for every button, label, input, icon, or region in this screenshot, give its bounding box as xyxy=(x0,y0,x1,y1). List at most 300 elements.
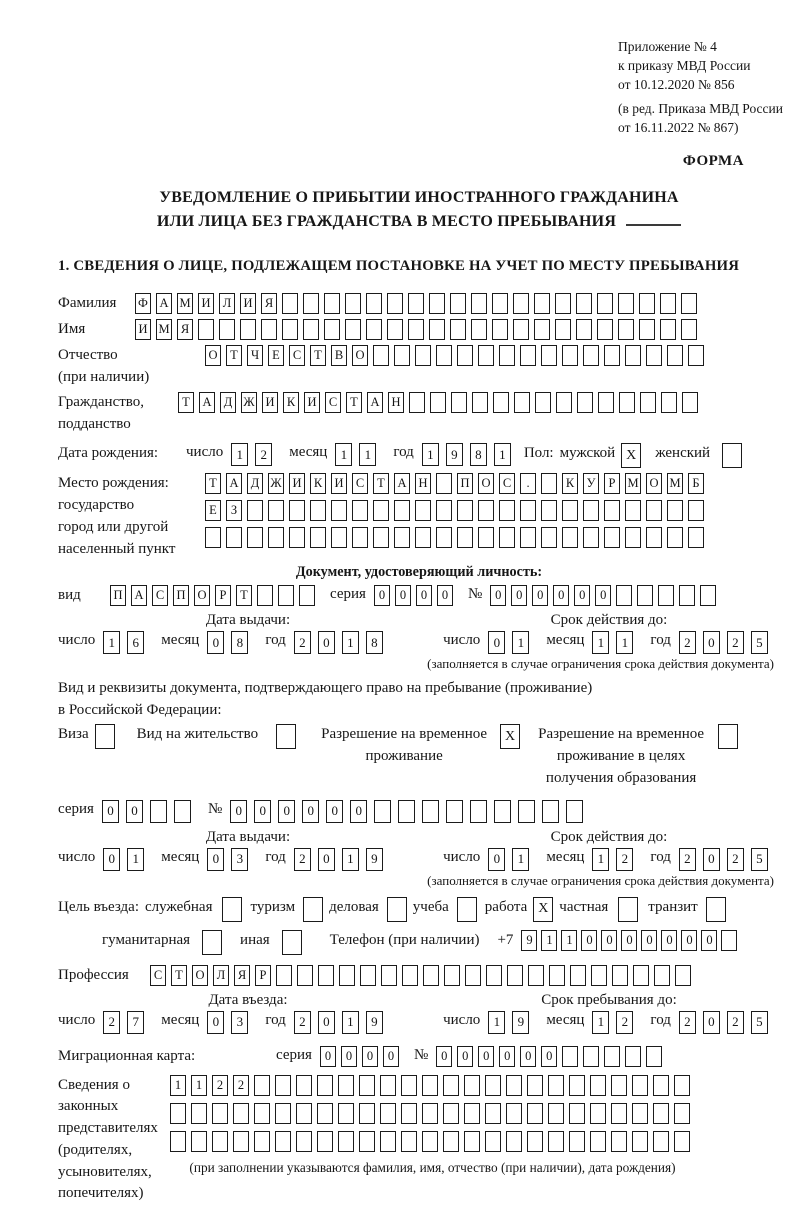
char-cell[interactable] xyxy=(317,1103,333,1124)
char-cell[interactable] xyxy=(485,1103,501,1124)
char-cell[interactable] xyxy=(317,1075,333,1096)
char-cell[interactable]: 0 xyxy=(703,1011,720,1034)
char-cell[interactable] xyxy=(688,527,704,548)
purpose-transit-checkbox[interactable] xyxy=(706,897,726,922)
char-cell[interactable]: Н xyxy=(388,392,404,413)
char-cell[interactable] xyxy=(359,1131,375,1152)
char-cell[interactable] xyxy=(429,293,445,314)
char-cell[interactable] xyxy=(661,392,677,413)
char-cell[interactable]: 0 xyxy=(126,800,143,823)
char-cell[interactable] xyxy=(359,1103,375,1124)
char-cell[interactable] xyxy=(282,319,298,340)
char-cell[interactable] xyxy=(513,319,529,340)
char-cell[interactable] xyxy=(261,319,277,340)
char-cell[interactable] xyxy=(373,527,389,548)
char-cell[interactable]: 0 xyxy=(326,800,343,823)
char-cell[interactable] xyxy=(331,500,347,521)
char-cell[interactable]: Д xyxy=(247,473,263,494)
char-cell[interactable]: 8 xyxy=(231,631,248,654)
char-cell[interactable] xyxy=(598,392,614,413)
char-cell[interactable] xyxy=(590,1131,606,1152)
char-cell[interactable]: 0 xyxy=(207,631,224,654)
char-cell[interactable] xyxy=(562,345,578,366)
char-cell[interactable]: 0 xyxy=(318,1011,335,1034)
char-cell[interactable] xyxy=(604,500,620,521)
char-cell[interactable] xyxy=(674,1131,690,1152)
char-cell[interactable]: 1 xyxy=(335,443,352,466)
char-cell[interactable] xyxy=(604,1046,620,1067)
char-cell[interactable] xyxy=(633,965,649,986)
char-cell[interactable] xyxy=(618,293,634,314)
residence-permit-checkbox[interactable] xyxy=(276,724,296,749)
char-cell[interactable]: 0 xyxy=(520,1046,536,1067)
char-cell[interactable] xyxy=(597,293,613,314)
char-cell[interactable]: 1 xyxy=(342,848,359,871)
char-cell[interactable]: Ч xyxy=(247,345,263,366)
char-cell[interactable] xyxy=(555,293,571,314)
char-cell[interactable]: Я xyxy=(234,965,250,986)
purpose-study-checkbox[interactable] xyxy=(457,897,477,922)
char-cell[interactable] xyxy=(257,585,273,606)
char-cell[interactable]: Ж xyxy=(268,473,284,494)
char-cell[interactable]: В xyxy=(331,345,347,366)
char-cell[interactable]: 0 xyxy=(318,848,335,871)
char-cell[interactable] xyxy=(639,319,655,340)
char-cell[interactable] xyxy=(485,1131,501,1152)
char-cell[interactable]: О xyxy=(192,965,208,986)
char-cell[interactable] xyxy=(212,1131,228,1152)
char-cell[interactable] xyxy=(549,965,565,986)
char-cell[interactable] xyxy=(625,500,641,521)
char-cell[interactable]: О xyxy=(205,345,221,366)
char-cell[interactable] xyxy=(688,500,704,521)
char-cell[interactable]: К xyxy=(562,473,578,494)
char-cell[interactable]: К xyxy=(310,473,326,494)
char-cell[interactable] xyxy=(485,1075,501,1096)
char-cell[interactable]: М xyxy=(156,319,172,340)
char-cell[interactable]: 0 xyxy=(302,800,319,823)
char-cell[interactable] xyxy=(506,1131,522,1152)
purpose-business-checkbox[interactable] xyxy=(387,897,407,922)
char-cell[interactable] xyxy=(296,1075,312,1096)
purpose-humanitarian-checkbox[interactable] xyxy=(202,930,222,955)
char-cell[interactable]: 0 xyxy=(661,930,677,951)
char-cell[interactable] xyxy=(499,500,515,521)
char-cell[interactable]: 0 xyxy=(437,585,453,606)
char-cell[interactable] xyxy=(268,527,284,548)
char-cell[interactable]: 0 xyxy=(350,800,367,823)
char-cell[interactable] xyxy=(338,1131,354,1152)
char-cell[interactable]: Д xyxy=(220,392,236,413)
char-cell[interactable] xyxy=(541,473,557,494)
char-cell[interactable] xyxy=(318,965,334,986)
char-cell[interactable] xyxy=(583,1046,599,1067)
char-cell[interactable]: 0 xyxy=(541,1046,557,1067)
char-cell[interactable]: 9 xyxy=(521,930,537,951)
char-cell[interactable]: 0 xyxy=(703,848,720,871)
char-cell[interactable]: 1 xyxy=(592,1011,609,1034)
char-cell[interactable] xyxy=(233,1103,249,1124)
char-cell[interactable] xyxy=(373,500,389,521)
char-cell[interactable] xyxy=(625,345,641,366)
char-cell[interactable]: 1 xyxy=(616,631,633,654)
char-cell[interactable] xyxy=(576,293,592,314)
char-cell[interactable] xyxy=(254,1075,270,1096)
char-cell[interactable]: 0 xyxy=(621,930,637,951)
char-cell[interactable] xyxy=(604,527,620,548)
char-cell[interactable]: А xyxy=(131,585,147,606)
char-cell[interactable]: 1 xyxy=(512,848,529,871)
char-cell[interactable]: 0 xyxy=(383,1046,399,1067)
char-cell[interactable] xyxy=(555,319,571,340)
char-cell[interactable]: А xyxy=(226,473,242,494)
char-cell[interactable]: С xyxy=(352,473,368,494)
char-cell[interactable] xyxy=(493,392,509,413)
char-cell[interactable]: 0 xyxy=(278,800,295,823)
char-cell[interactable] xyxy=(430,392,446,413)
sex-male-checkbox[interactable]: X xyxy=(621,443,641,468)
char-cell[interactable]: И xyxy=(331,473,347,494)
char-cell[interactable]: 0 xyxy=(457,1046,473,1067)
char-cell[interactable] xyxy=(387,319,403,340)
char-cell[interactable] xyxy=(289,527,305,548)
char-cell[interactable]: Т xyxy=(310,345,326,366)
char-cell[interactable]: 0 xyxy=(681,930,697,951)
char-cell[interactable]: Т xyxy=(373,473,389,494)
char-cell[interactable]: 1 xyxy=(191,1075,207,1096)
char-cell[interactable] xyxy=(499,527,515,548)
char-cell[interactable] xyxy=(465,965,481,986)
char-cell[interactable] xyxy=(394,527,410,548)
char-cell[interactable] xyxy=(570,965,586,986)
char-cell[interactable] xyxy=(450,293,466,314)
char-cell[interactable] xyxy=(303,319,319,340)
char-cell[interactable] xyxy=(366,319,382,340)
char-cell[interactable]: 9 xyxy=(366,1011,383,1034)
char-cell[interactable]: 0 xyxy=(436,1046,452,1067)
char-cell[interactable]: 0 xyxy=(207,1011,224,1034)
char-cell[interactable]: 0 xyxy=(318,631,335,654)
char-cell[interactable]: 2 xyxy=(727,1011,744,1034)
char-cell[interactable]: О xyxy=(646,473,662,494)
char-cell[interactable] xyxy=(646,345,662,366)
char-cell[interactable]: С xyxy=(499,473,515,494)
char-cell[interactable] xyxy=(653,1131,669,1152)
char-cell[interactable] xyxy=(486,965,502,986)
char-cell[interactable]: С xyxy=(289,345,305,366)
char-cell[interactable] xyxy=(352,500,368,521)
char-cell[interactable] xyxy=(296,1103,312,1124)
char-cell[interactable] xyxy=(408,293,424,314)
char-cell[interactable] xyxy=(450,319,466,340)
char-cell[interactable] xyxy=(583,527,599,548)
char-cell[interactable]: 0 xyxy=(103,848,120,871)
char-cell[interactable] xyxy=(436,473,452,494)
char-cell[interactable] xyxy=(289,500,305,521)
char-cell[interactable]: 0 xyxy=(532,585,548,606)
char-cell[interactable] xyxy=(299,585,315,606)
char-cell[interactable]: С xyxy=(152,585,168,606)
char-cell[interactable]: Л xyxy=(219,293,235,314)
char-cell[interactable]: 9 xyxy=(366,848,383,871)
char-cell[interactable]: 2 xyxy=(103,1011,120,1034)
char-cell[interactable]: Т xyxy=(178,392,194,413)
char-cell[interactable]: 0 xyxy=(102,800,119,823)
char-cell[interactable] xyxy=(464,1103,480,1124)
char-cell[interactable] xyxy=(394,345,410,366)
char-cell[interactable] xyxy=(339,965,355,986)
char-cell[interactable] xyxy=(401,1103,417,1124)
char-cell[interactable] xyxy=(640,392,656,413)
char-cell[interactable] xyxy=(254,1131,270,1152)
char-cell[interactable] xyxy=(616,585,632,606)
char-cell[interactable] xyxy=(366,293,382,314)
char-cell[interactable]: М xyxy=(625,473,641,494)
char-cell[interactable] xyxy=(577,392,593,413)
char-cell[interactable] xyxy=(681,293,697,314)
char-cell[interactable]: 0 xyxy=(254,800,271,823)
char-cell[interactable]: 0 xyxy=(601,930,617,951)
char-cell[interactable]: Ф xyxy=(135,293,151,314)
char-cell[interactable]: И xyxy=(262,392,278,413)
char-cell[interactable]: Р xyxy=(215,585,231,606)
char-cell[interactable] xyxy=(247,527,263,548)
char-cell[interactable] xyxy=(324,319,340,340)
char-cell[interactable]: 6 xyxy=(127,631,144,654)
char-cell[interactable] xyxy=(562,500,578,521)
char-cell[interactable]: 2 xyxy=(255,443,272,466)
char-cell[interactable]: 1 xyxy=(359,443,376,466)
char-cell[interactable]: У xyxy=(583,473,599,494)
char-cell[interactable] xyxy=(446,800,463,823)
char-cell[interactable]: . xyxy=(520,473,536,494)
char-cell[interactable] xyxy=(667,527,683,548)
char-cell[interactable] xyxy=(310,527,326,548)
char-cell[interactable] xyxy=(654,965,670,986)
char-cell[interactable] xyxy=(679,585,695,606)
char-cell[interactable] xyxy=(494,800,511,823)
char-cell[interactable] xyxy=(470,800,487,823)
char-cell[interactable] xyxy=(451,392,467,413)
char-cell[interactable] xyxy=(422,1131,438,1152)
char-cell[interactable] xyxy=(639,293,655,314)
char-cell[interactable] xyxy=(444,965,460,986)
char-cell[interactable]: 0 xyxy=(701,930,717,951)
char-cell[interactable]: 2 xyxy=(679,1011,696,1034)
char-cell[interactable]: О xyxy=(352,345,368,366)
char-cell[interactable]: Л xyxy=(213,965,229,986)
char-cell[interactable]: З xyxy=(226,500,242,521)
char-cell[interactable] xyxy=(398,800,415,823)
purpose-official-checkbox[interactable] xyxy=(222,897,242,922)
char-cell[interactable] xyxy=(514,392,530,413)
sex-female-checkbox[interactable] xyxy=(722,443,742,468)
char-cell[interactable] xyxy=(506,1075,522,1096)
visa-checkbox[interactable] xyxy=(95,724,115,749)
char-cell[interactable]: 2 xyxy=(616,1011,633,1034)
char-cell[interactable]: 5 xyxy=(751,1011,768,1034)
char-cell[interactable] xyxy=(548,1075,564,1096)
char-cell[interactable]: 0 xyxy=(490,585,506,606)
char-cell[interactable]: А xyxy=(367,392,383,413)
char-cell[interactable]: И xyxy=(198,293,214,314)
char-cell[interactable]: И xyxy=(135,319,151,340)
char-cell[interactable] xyxy=(682,392,698,413)
char-cell[interactable] xyxy=(345,293,361,314)
char-cell[interactable] xyxy=(604,345,620,366)
char-cell[interactable] xyxy=(499,345,515,366)
char-cell[interactable] xyxy=(535,392,551,413)
char-cell[interactable]: 1 xyxy=(170,1075,186,1096)
char-cell[interactable]: 8 xyxy=(366,631,383,654)
char-cell[interactable] xyxy=(409,392,425,413)
char-cell[interactable]: 0 xyxy=(499,1046,515,1067)
char-cell[interactable]: 1 xyxy=(342,1011,359,1034)
char-cell[interactable]: 2 xyxy=(679,631,696,654)
char-cell[interactable] xyxy=(534,319,550,340)
purpose-tourism-checkbox[interactable] xyxy=(303,897,323,922)
char-cell[interactable] xyxy=(360,965,376,986)
char-cell[interactable] xyxy=(191,1131,207,1152)
char-cell[interactable] xyxy=(541,527,557,548)
char-cell[interactable]: 1 xyxy=(231,443,248,466)
char-cell[interactable] xyxy=(700,585,716,606)
char-cell[interactable] xyxy=(191,1103,207,1124)
char-cell[interactable]: 1 xyxy=(488,1011,505,1034)
char-cell[interactable] xyxy=(174,800,191,823)
char-cell[interactable] xyxy=(611,1131,627,1152)
char-cell[interactable] xyxy=(658,585,674,606)
char-cell[interactable]: Я xyxy=(177,319,193,340)
char-cell[interactable]: А xyxy=(199,392,215,413)
char-cell[interactable]: 1 xyxy=(541,930,557,951)
char-cell[interactable] xyxy=(429,319,445,340)
char-cell[interactable]: М xyxy=(177,293,193,314)
char-cell[interactable] xyxy=(518,800,535,823)
char-cell[interactable]: 0 xyxy=(341,1046,357,1067)
char-cell[interactable] xyxy=(632,1131,648,1152)
char-cell[interactable] xyxy=(310,500,326,521)
char-cell[interactable]: И xyxy=(289,473,305,494)
char-cell[interactable]: 0 xyxy=(320,1046,336,1067)
char-cell[interactable] xyxy=(457,345,473,366)
char-cell[interactable] xyxy=(423,965,439,986)
char-cell[interactable]: Я xyxy=(261,293,277,314)
char-cell[interactable] xyxy=(170,1103,186,1124)
char-cell[interactable] xyxy=(436,500,452,521)
char-cell[interactable]: 1 xyxy=(494,443,511,466)
char-cell[interactable] xyxy=(408,319,424,340)
char-cell[interactable] xyxy=(667,500,683,521)
char-cell[interactable]: 2 xyxy=(294,631,311,654)
char-cell[interactable]: М xyxy=(667,473,683,494)
char-cell[interactable] xyxy=(674,1103,690,1124)
char-cell[interactable] xyxy=(721,930,737,951)
char-cell[interactable] xyxy=(240,319,256,340)
char-cell[interactable] xyxy=(464,1075,480,1096)
char-cell[interactable]: С xyxy=(150,965,166,986)
char-cell[interactable] xyxy=(507,965,523,986)
char-cell[interactable] xyxy=(352,527,368,548)
char-cell[interactable] xyxy=(276,965,292,986)
char-cell[interactable]: 0 xyxy=(395,585,411,606)
char-cell[interactable] xyxy=(345,319,361,340)
char-cell[interactable] xyxy=(590,1075,606,1096)
char-cell[interactable]: 0 xyxy=(574,585,590,606)
char-cell[interactable] xyxy=(527,1075,543,1096)
char-cell[interactable]: 2 xyxy=(212,1075,228,1096)
char-cell[interactable] xyxy=(233,1131,249,1152)
char-cell[interactable] xyxy=(591,965,607,986)
char-cell[interactable]: 1 xyxy=(592,631,609,654)
char-cell[interactable]: 5 xyxy=(751,631,768,654)
char-cell[interactable]: 0 xyxy=(488,631,505,654)
char-cell[interactable] xyxy=(380,1131,396,1152)
char-cell[interactable] xyxy=(520,500,536,521)
char-cell[interactable] xyxy=(415,500,431,521)
char-cell[interactable] xyxy=(443,1131,459,1152)
char-cell[interactable] xyxy=(506,1103,522,1124)
char-cell[interactable] xyxy=(436,345,452,366)
char-cell[interactable]: 0 xyxy=(478,1046,494,1067)
char-cell[interactable] xyxy=(324,293,340,314)
char-cell[interactable]: 1 xyxy=(422,443,439,466)
char-cell[interactable] xyxy=(472,392,488,413)
char-cell[interactable] xyxy=(597,319,613,340)
char-cell[interactable]: 1 xyxy=(512,631,529,654)
char-cell[interactable]: 1 xyxy=(561,930,577,951)
char-cell[interactable] xyxy=(667,345,683,366)
char-cell[interactable] xyxy=(541,345,557,366)
char-cell[interactable]: Р xyxy=(255,965,271,986)
char-cell[interactable]: 1 xyxy=(103,631,120,654)
char-cell[interactable] xyxy=(612,965,628,986)
char-cell[interactable]: 2 xyxy=(727,631,744,654)
char-cell[interactable] xyxy=(297,965,313,986)
char-cell[interactable]: 2 xyxy=(294,848,311,871)
char-cell[interactable]: 0 xyxy=(703,631,720,654)
char-cell[interactable] xyxy=(198,319,214,340)
char-cell[interactable] xyxy=(471,293,487,314)
char-cell[interactable] xyxy=(254,1103,270,1124)
char-cell[interactable] xyxy=(387,293,403,314)
char-cell[interactable] xyxy=(150,800,167,823)
char-cell[interactable] xyxy=(632,1075,648,1096)
char-cell[interactable] xyxy=(457,527,473,548)
char-cell[interactable] xyxy=(457,500,473,521)
char-cell[interactable] xyxy=(331,527,347,548)
char-cell[interactable] xyxy=(212,1103,228,1124)
char-cell[interactable] xyxy=(471,319,487,340)
char-cell[interactable] xyxy=(492,319,508,340)
char-cell[interactable]: 0 xyxy=(374,585,390,606)
char-cell[interactable] xyxy=(520,527,536,548)
char-cell[interactable] xyxy=(422,1075,438,1096)
char-cell[interactable]: 0 xyxy=(553,585,569,606)
char-cell[interactable] xyxy=(569,1103,585,1124)
char-cell[interactable]: 3 xyxy=(231,1011,248,1034)
char-cell[interactable]: Т xyxy=(226,345,242,366)
char-cell[interactable] xyxy=(275,1103,291,1124)
char-cell[interactable] xyxy=(282,293,298,314)
char-cell[interactable] xyxy=(562,527,578,548)
char-cell[interactable] xyxy=(381,965,397,986)
char-cell[interactable]: Т xyxy=(171,965,187,986)
char-cell[interactable] xyxy=(296,1131,312,1152)
char-cell[interactable] xyxy=(566,800,583,823)
char-cell[interactable] xyxy=(401,1075,417,1096)
char-cell[interactable] xyxy=(625,1046,641,1067)
